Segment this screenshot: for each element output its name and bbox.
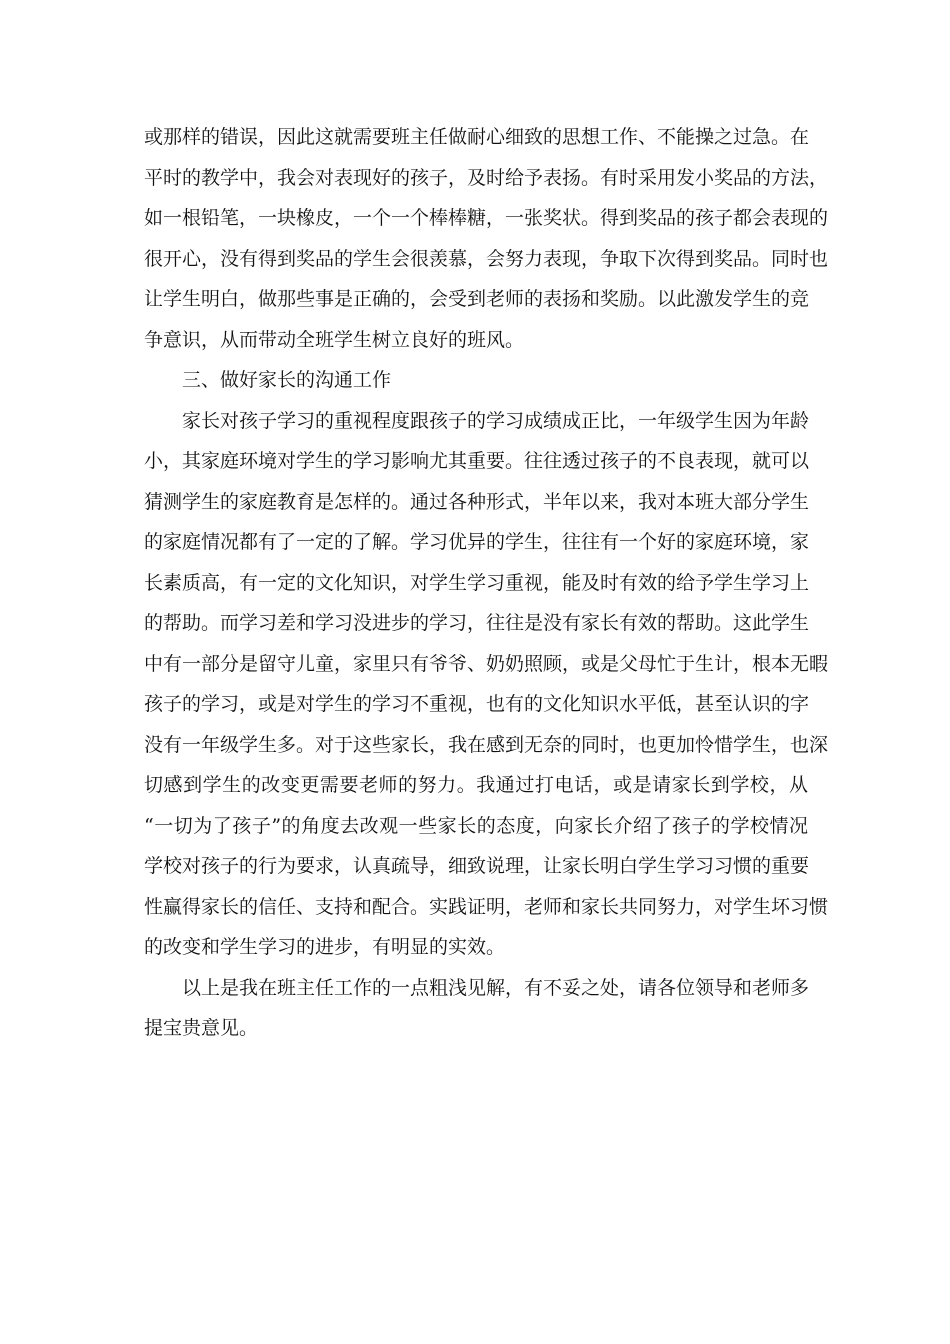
paragraph-2-line: 家长对孩子学习的重视程度跟孩子的学习成绩成正比，一年级学生因为年龄 <box>182 409 810 432</box>
paragraph-2-line: 的家庭情况都有了一定的了解。学习优异的学生，往往有一个好的家庭环境，家 <box>144 531 810 553</box>
paragraph-2-line: “一切为了孩子”的角度去改观一些家长的态度，向家长介绍了孩子的学校情况 <box>144 814 808 837</box>
paragraph-2-line: 小，其家庭环境对学生的学习影响尤其重要。往往透过孩子的不良表现，就可以 <box>144 450 810 472</box>
document-body <box>144 117 829 1049</box>
paragraph-2-line: 学校对孩子的行为要求，认真疏导，细致说理，让家长明白学生学习习惯的重要 <box>144 855 810 877</box>
paragraph-2-line: 性赢得家长的信任、支持和配合。实践证明，老师和家长共同努力，对学生坏习惯 <box>144 895 829 918</box>
paragraph-1-line: 很开心，没有得到奖品的学生会很羡慕，会努力表现，争取下次得到奖品。同时也 <box>144 247 829 270</box>
paragraph-2-line: 孩子的学习，或是对学生的学习不重视，也有的文化知识水平低，甚至认识的字 <box>144 693 810 715</box>
paragraph-1-line: 如一根铅笔，一块橡皮，一个一个棒棒糖，一张奖状。得到奖品的孩子都会表现的 <box>144 207 829 229</box>
paragraph-2-line: 没有一年级学生多。对于这些家长，我在感到无奈的同时，也更加怜惜学生，也深 <box>144 733 829 756</box>
paragraph-3-line: 提宝贵意见。 <box>144 1017 259 1039</box>
paragraph-1 <box>144 117 829 360</box>
paragraph-2-line: 切感到学生的改变更需要老师的努力。我通过打电话，或是请家长到学校，从 <box>144 774 808 796</box>
paragraph-1-line: 让学生明白，做那些事是正确的，会受到老师的表扬和奖励。以此激发学生的竞 <box>144 288 810 310</box>
paragraph-2-line: 中有一部分是留守儿童，家里只有爷爷、奶奶照顾，或是父母忙于生计，根本无暇 <box>144 652 829 675</box>
paragraph-1-line: 争意识，从而带动全班学生树立良好的班风。 <box>144 328 525 351</box>
paragraph-2-line: 长素质高，有一定的文化知识，对学生学习重视，能及时有效的给予学生学习上 <box>144 571 810 594</box>
paragraph-2 <box>144 401 829 968</box>
paragraph-2-line: 的改变和学生学习的进步，有明显的实效。 <box>144 936 506 958</box>
paragraph-2-line: 的帮助。而学习差和学习没进步的学习，往往是没有家长有效的帮助。这此学生 <box>144 612 810 634</box>
section-heading: 三、做好家长的沟通工作 <box>182 369 392 391</box>
paragraph-1-line: 平时的教学中，我会对表现好的孩子，及时给予表扬。有时采用发小奖品的方法， <box>144 166 829 189</box>
paragraph-3 <box>144 968 808 1049</box>
paragraph-2-line: 猜测学生的家庭教育是怎样的。通过各种形式，半年以来，我对本班大部分学生 <box>144 490 810 513</box>
paragraph-1-line: 或那样的错误，因此这就需要班主任做耐心细致的思想工作、不能操之过急。在 <box>144 126 810 148</box>
paragraph-3-line: 以上是我在班主任工作的一点粗浅见解，有不妥之处，请各位领导和老师多 <box>182 976 810 999</box>
